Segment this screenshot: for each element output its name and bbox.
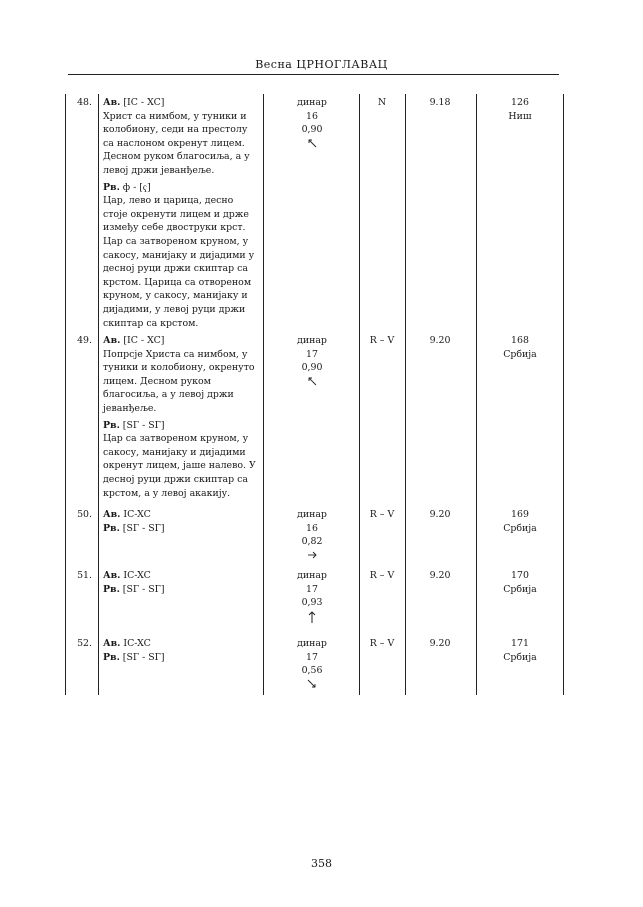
reverse-legend: [ЅГ - ЅГ]	[119, 522, 165, 534]
coin-weight: 0,56	[301, 665, 323, 677]
row-number: 49.	[77, 335, 92, 346]
find-cell	[477, 96, 563, 123]
obverse-legend: [IC - XC]	[120, 335, 165, 346]
row-number: 52.	[77, 638, 92, 649]
table-divider	[476, 94, 477, 695]
table-border-left	[65, 94, 66, 695]
page-number: 358	[311, 857, 332, 870]
metal-cell: R – V	[369, 335, 395, 346]
find-place: Србија	[503, 583, 537, 595]
reverse-label: Рв.	[103, 522, 120, 534]
find-cell	[477, 334, 563, 361]
denomination: динар	[297, 638, 327, 649]
date-cell: 9.20	[429, 335, 451, 346]
description-cell	[103, 637, 259, 664]
table-border-right	[563, 94, 564, 695]
obverse-label: Ав.	[103, 638, 121, 649]
find-number: 170	[511, 570, 529, 581]
reverse-legend: [ЅГ - ЅГ]	[119, 651, 165, 663]
reverse-block	[103, 181, 259, 331]
find-cell	[477, 569, 563, 596]
denomination-cell	[267, 334, 357, 387]
obverse-block	[103, 96, 259, 178]
die-axis-se-arrow-icon	[267, 678, 357, 690]
row-number: 51.	[77, 570, 92, 581]
metal-cell: N	[377, 97, 387, 108]
obverse-label: Ав.	[103, 509, 121, 520]
date-cell: 9.20	[429, 509, 451, 520]
coin-size: 16	[306, 110, 318, 122]
obverse-block	[103, 334, 259, 416]
running-header: Весна ЦРНОГЛАВАЦ	[255, 58, 388, 71]
reverse-description: Цар, лево и царица, десно стоје окренути лицем и држе између себе двоструки крст. Цар са затвореном круном, у сакосу, манијаку и дијадими у десној руци држи скиптар са крстом. Царица са отвореном круном, у сакосу, манијаку и дијадими, у левој руци држи скиптар са крстом.	[103, 195, 255, 329]
die-axis-nw-arrow-icon	[267, 375, 357, 387]
find-place: Ниш	[508, 110, 532, 122]
reverse-label: Рв.	[103, 583, 120, 595]
obverse-legend: IC-XC	[120, 638, 151, 649]
coin-size: 17	[306, 348, 318, 360]
find-number: 168	[511, 335, 529, 346]
denomination-cell	[267, 96, 357, 149]
die-axis-e-arrow-icon	[267, 549, 357, 561]
coin-weight: 0,93	[301, 597, 323, 609]
find-place: Србија	[503, 348, 537, 360]
find-number: 171	[511, 638, 529, 649]
table-divider	[263, 94, 264, 695]
coin-size: 17	[306, 651, 318, 663]
denomination: динар	[297, 97, 327, 108]
find-place: Србија	[503, 651, 537, 663]
header-rule	[68, 74, 559, 75]
obverse-label: Ав.	[103, 97, 121, 108]
obverse-label: Ав.	[103, 335, 121, 346]
metal-cell: R – V	[369, 570, 395, 581]
die-axis-nw-arrow-icon	[267, 137, 357, 149]
denomination-cell	[267, 508, 357, 561]
metal-cell: R – V	[369, 509, 395, 520]
coin-weight: 0,82	[301, 536, 323, 548]
obverse-description: Христ са нимбом, у туники и колобиону, седи на престолу са наслоном окренут лицем. Десном руком благосиља, а у левој држи јеванђеље.	[103, 110, 250, 176]
coin-size: 16	[306, 522, 318, 534]
metal-cell: R – V	[369, 638, 395, 649]
row-number: 48.	[77, 97, 92, 108]
date-cell: 9.18	[429, 97, 451, 108]
denomination-cell	[267, 637, 357, 690]
die-axis-n-arrow-icon	[267, 610, 357, 624]
reverse-label: Рв.	[103, 651, 120, 663]
denomination-cell	[267, 569, 357, 624]
date-cell: 9.20	[429, 570, 451, 581]
description-cell	[103, 508, 259, 535]
reverse-legend: [ЅГ - ЅГ]	[119, 419, 165, 431]
obverse-label: Ав.	[103, 570, 121, 581]
reverse-label: Рв.	[103, 419, 120, 431]
denomination: динар	[297, 509, 327, 520]
reverse-legend: [ЅГ - ЅГ]	[119, 583, 165, 595]
coin-weight: 0,90	[301, 124, 323, 136]
table-divider	[405, 94, 406, 695]
find-number: 126	[511, 97, 529, 108]
coin-size: 17	[306, 583, 318, 595]
reverse-legend: ф - [ҁ]	[119, 181, 151, 193]
obverse-legend: [IC - XC]	[120, 97, 165, 108]
obverse-description: Попрсје Христа са нимбом, у туники и колобиону, окренуто лицем. Десном руком благосиља, а у левој држи јеванђеље.	[103, 348, 255, 414]
description-cell	[103, 569, 259, 596]
obverse-legend: IC-XC	[120, 570, 151, 581]
find-number: 169	[511, 509, 529, 520]
find-place: Србија	[503, 522, 537, 534]
date-cell: 9.20	[429, 638, 451, 649]
obverse-legend: IC-XC	[120, 509, 151, 520]
table-divider	[98, 94, 99, 695]
reverse-description: Цар са затвореном круном, у сакосу, манијаку и дијадими окренут лицем, јаше налево. У десној руци држи скиптар са крстом, а у левој акакију.	[103, 433, 256, 499]
coin-weight: 0,90	[301, 362, 323, 374]
description-cell	[103, 334, 259, 503]
reverse-label: Рв.	[103, 181, 120, 193]
reverse-block	[103, 419, 259, 501]
find-cell	[477, 508, 563, 535]
row-number: 50.	[77, 509, 92, 520]
denomination: динар	[297, 570, 327, 581]
denomination: динар	[297, 335, 327, 346]
table-divider	[359, 94, 360, 695]
find-cell	[477, 637, 563, 664]
description-cell	[103, 96, 259, 333]
